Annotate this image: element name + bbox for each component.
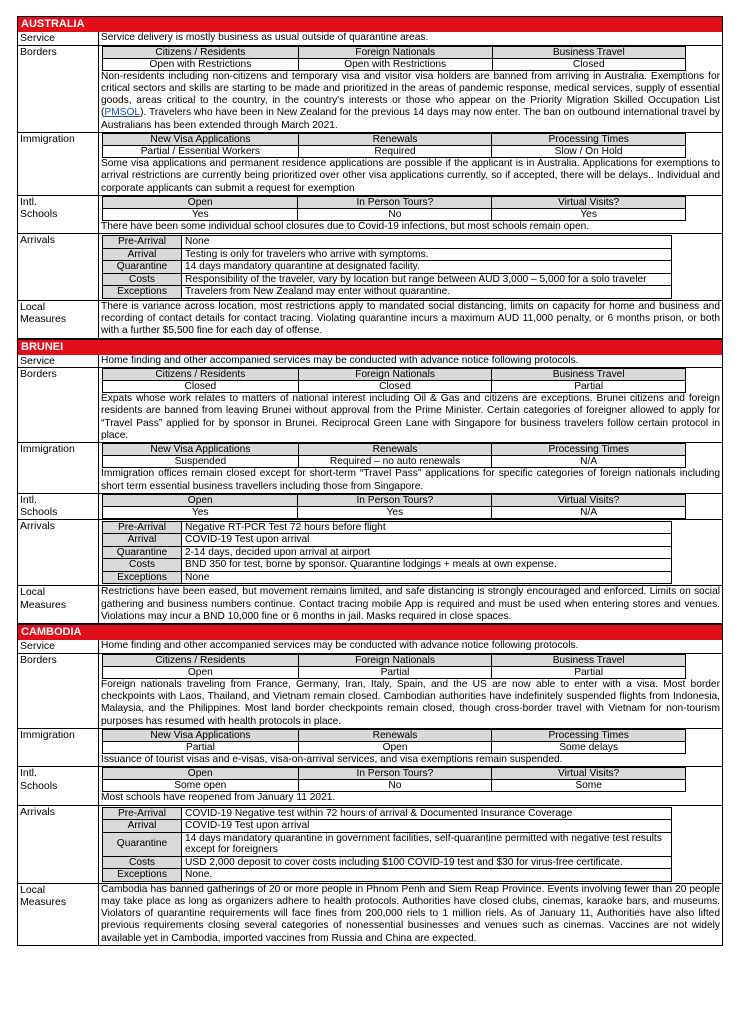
local-measures-row: [17, 884, 723, 946]
local-measures-text: Cambodia has banned gatherings of 20 or more people in Phnom Penh and Siem Reap Province. Events involving fewer than 20 people may take place as long as organizers adhere to health protocols. Authorities have closed clubs, cinemas, karaoke bars, and museums. Violators of quarantine requirements will face fines from 200,000 riels to 1 million riels. As of January 11, Authorities have also lifted previous requirements closing several categories of nonessential businesses and venues such as cinemas. Vaccines are not widely available yet in Cambodia, imported vaccines from Russia and China are expected.: [101, 883, 720, 944]
status-grid-header-row: [103, 768, 686, 780]
arrivals-value: Negative RT-PCR Test 72 hours before flight: [182, 521, 672, 534]
status-grid-header-row: [103, 369, 686, 381]
status-grid-value: Open with Restrictions: [103, 58, 299, 70]
arrivals-table-row: [103, 534, 672, 547]
section-label: [18, 32, 99, 45]
arrivals-value: None: [182, 571, 672, 584]
local-measures-text: There is variance across location, most restrictions apply to mandated social distancing, limits on capacity for home and business and recording of contact details for contact tracing. Violating quarantine incurs a maximum AUD 11,000 penalty, or 6 months prison, or both with a further $5,500 fine for each day of offense.: [101, 300, 720, 337]
section-label-text: Schools: [20, 779, 58, 792]
borders-text: [101, 71, 720, 132]
status-grid-header: Citizens / Residents: [103, 46, 299, 58]
arrivals-value: Testing is only for travelers who arrive with symptoms.: [182, 248, 672, 261]
status-grid-header: New Visa Applications: [103, 444, 299, 456]
status-grid-value: Yes: [298, 506, 492, 518]
status-grid-header: In Person Tours?: [298, 768, 492, 780]
country-header: BRUNEI: [17, 339, 723, 355]
immigration-body: [99, 133, 722, 195]
status-grid-value: Suspended: [103, 456, 299, 468]
section-label: [18, 234, 99, 300]
status-grid-value: Partial: [492, 381, 686, 393]
status-grid-value: N/A: [492, 506, 686, 518]
service-text: Home finding and other accompanied services may be conducted with advance notice following protocols.: [101, 354, 579, 366]
arrivals-body: [99, 806, 722, 883]
arrivals-table-row: [103, 820, 672, 833]
status-grid: [102, 46, 686, 71]
status-grid-header: Virtual Visits?: [492, 494, 686, 506]
status-grid: [102, 767, 686, 792]
status-grid-value: Closed: [298, 381, 492, 393]
arrivals-value: COVID-19 Test upon arrival: [182, 820, 672, 833]
country-header: AUSTRALIA: [17, 16, 723, 32]
arrivals-key: Pre-Arrival: [103, 807, 182, 820]
status-grid-value-row: [103, 145, 686, 157]
status-grid-value: Open with Restrictions: [298, 58, 492, 70]
schools-row: [17, 494, 723, 520]
status-grid-value: No: [298, 208, 492, 220]
schools-body: [99, 767, 722, 804]
section-label: [18, 133, 99, 195]
arrivals-table-row: [103, 261, 672, 274]
arrivals-value: COVID-19 Test upon arrival: [182, 534, 672, 547]
borders-text-part: Foreign nationals traveling from France, Germany, Iran, Italy, Spain, and the US are now able to enter with a visa. Most border checkpoints with Laos, Thailand, and Vietnam remain closed. Cambodian authorities have indefinitely suspended flights from Indonesia, Malaysia, and the Philippines. Most land border checkpoints remain closed, though cross-border travel with Vietnam for non-tourism purposes has resumed with health protocols in place.: [101, 678, 720, 727]
status-grid-value: Required: [298, 145, 491, 157]
arrivals-key: Costs: [103, 559, 182, 572]
immigration-row: [17, 729, 723, 767]
arrivals-key: Arrival: [103, 534, 182, 547]
schools-text: Most schools have reopened from January 11 2021.: [101, 792, 336, 804]
arrivals-value: 2-14 days, decided upon arrival at airport: [182, 546, 672, 559]
immigration-text: Issuance of tourist visas and e-visas, visa-on-arrival services, and visa exemptions remain suspended.: [101, 753, 563, 765]
section-label: [18, 301, 99, 338]
schools-row: [17, 767, 723, 805]
schools-row: [17, 196, 723, 234]
status-grid-value-row: [103, 666, 686, 678]
service-text: Home finding and other accompanied services may be conducted with advance notice following protocols.: [101, 640, 579, 652]
status-grid-value: Partial / Essential Workers: [103, 145, 299, 157]
borders-body: [99, 654, 722, 728]
status-grid-value-row: [103, 780, 686, 792]
immigration-body: [99, 443, 722, 493]
arrivals-value: 14 days mandatory quarantine at designated facility.: [182, 261, 672, 274]
arrivals-value: 14 days mandatory quarantine in government facilities, self-quarantine permitted with negative test results except for foreigners: [182, 832, 672, 856]
section-label-text: Measures: [20, 313, 67, 326]
schools-body: [99, 494, 722, 519]
arrivals-table: [102, 235, 672, 299]
status-grid-header: Virtual Visits?: [492, 768, 686, 780]
section-label: [18, 806, 99, 883]
arrivals-table-row: [103, 521, 672, 534]
arrivals-key: Costs: [103, 273, 182, 286]
status-grid-value: Required – no auto renewals: [298, 456, 491, 468]
arrivals-row: [17, 520, 723, 587]
status-grid-header-row: [103, 654, 686, 666]
section-label: [18, 654, 99, 728]
borders-body: [99, 368, 722, 442]
status-grid: [102, 729, 686, 754]
arrivals-table-row: [103, 571, 672, 584]
status-grid-header: Citizens / Residents: [103, 369, 299, 381]
arrivals-value: BND 350 for test, borne by sponsor. Quarantine lodgings + meals at own expense.: [182, 559, 672, 572]
borders-text-part: Non-residents including non-citizens and temporary visa and visitor visa holders are banned from arriving in Australia. Exemptions for critical sectors and skills are starting to be made and prioritized in the areas of pandemic response, medical services, supply of essential goods, areas critical to the country, in the country's interests or those who appear on the Priority Migration Skilled Occupation List (: [101, 70, 720, 119]
section-label-text: Immigration: [20, 728, 75, 741]
status-grid-header: Processing Times: [492, 729, 686, 741]
status-grid-header: Open: [103, 768, 299, 780]
status-grid-value: Slow / On Hold: [492, 145, 686, 157]
section-label: [18, 494, 99, 519]
arrivals-table-row: [103, 832, 672, 856]
section-label-text: Intl.: [20, 493, 37, 506]
section-label-text: Borders: [20, 368, 57, 381]
status-grid-value-row: [103, 506, 686, 518]
section-label: [18, 46, 99, 132]
status-grid-value: Yes: [103, 208, 298, 220]
arrivals-body: [99, 520, 722, 586]
status-grid-value-row: [103, 456, 686, 468]
immigration-text: Immigration offices remain closed except for short-term “Travel Pass” applications for specific categories of foreign nationals including short term essential business travellers including those from Singapore.: [101, 468, 720, 492]
status-grid-value: Closed: [492, 58, 685, 70]
status-grid-value: Partial: [298, 666, 492, 678]
arrivals-key: Arrival: [103, 248, 182, 261]
borders-text-part: Expats whose work relates to matters of national interest including Oil & Gas and citizens are exceptions. Brunei citizens and foreign residents are banned from leaving Brunei without approval from the Prime Minister. Certain categories of foreigner allowed to apply for “Travel Pass” applied for by sponsor in Brunei. Reciprocal Green Lane with Singapore for business travelers follow certain protocol in place.: [101, 393, 720, 441]
status-grid-header: Business Travel: [492, 369, 686, 381]
section-label-text: Arrivals: [20, 234, 56, 247]
status-grid-header: In Person Tours?: [298, 196, 492, 208]
section-label-text: Schools: [20, 208, 58, 221]
service-row: [17, 32, 723, 46]
status-grid-header-row: [103, 46, 686, 58]
arrivals-value: USD 2,000 deposit to cover costs including $100 COVID-19 test and $30 for virus-free certificate.: [182, 856, 672, 869]
status-grid: [102, 133, 686, 158]
schools-body: [99, 196, 722, 233]
service-row: [17, 355, 723, 369]
arrivals-table-row: [103, 559, 672, 572]
local-measures-row: [17, 301, 723, 339]
arrivals-table-row: [103, 546, 672, 559]
local-measures-row: [17, 586, 723, 624]
section-label-text: Borders: [20, 653, 57, 666]
country-header: CAMBODIA: [17, 624, 723, 640]
arrivals-table-row: [103, 869, 672, 882]
status-grid-value: Some delays: [492, 741, 686, 753]
status-grid-header-row: [103, 729, 686, 741]
local-measures-text: Restrictions have been eased, but movement remains limited, and safe distancing is strongly encouraged and enforced. Limits on social gathering and business numbers continue. Contact tracing mobile App is required and must be used when entering stores and venues. Violations may incur a BND 10,000 fine or 6 months in jail. Masks required in close spaces.: [101, 586, 720, 622]
schools-text: There have been some individual school closures due to Covid-19 infections, but most schools remain open.: [101, 220, 590, 232]
arrivals-key: Quarantine: [103, 546, 182, 559]
borders-row: [17, 368, 723, 443]
section-label: [18, 729, 99, 766]
status-grid-header-row: [103, 196, 686, 208]
status-grid-header: Open: [103, 494, 298, 506]
arrivals-table-row: [103, 236, 672, 249]
arrivals-table-row: [103, 807, 672, 820]
arrivals-table-row: [103, 286, 672, 299]
status-grid-header: Foreign Nationals: [298, 369, 492, 381]
arrivals-key: Pre-Arrival: [103, 521, 182, 534]
arrivals-key: Arrival: [103, 820, 182, 833]
arrivals-key: Exceptions: [103, 286, 182, 299]
arrivals-table-row: [103, 856, 672, 869]
status-grid-header: Renewals: [298, 133, 491, 145]
section-label: [18, 640, 99, 653]
status-grid-header: Processing Times: [492, 133, 686, 145]
status-grid-value-row: [103, 208, 686, 220]
arrivals-body: [99, 234, 722, 300]
arrivals-key: Exceptions: [103, 571, 182, 584]
borders-text-part: ). Travelers who have been in New Zealand for the previous 14 days may now enter. The ban on outbound international travel by Australians has been extended through March 2021.: [101, 107, 720, 131]
status-grid-header: Renewals: [298, 729, 491, 741]
arrivals-key: Pre-Arrival: [103, 236, 182, 249]
section-label: [18, 884, 99, 945]
section-label: [18, 520, 99, 586]
borders-row: [17, 654, 723, 729]
borders-row: [17, 46, 723, 133]
section-label-text: Immigration: [20, 443, 75, 456]
immigration-body: [99, 729, 722, 766]
arrivals-table-row: [103, 273, 672, 286]
status-grid-value: Some: [492, 780, 686, 792]
status-grid-value: Partial: [492, 666, 686, 678]
section-label-text: Service: [20, 32, 56, 44]
status-grid-header: Foreign Nationals: [298, 654, 492, 666]
arrivals-value: Travelers from New Zealand may enter without quarantine.: [182, 286, 672, 299]
section-label: [18, 586, 99, 623]
status-grid: [102, 654, 686, 679]
status-grid-header: Virtual Visits?: [492, 196, 686, 208]
arrivals-value: None: [182, 236, 672, 249]
section-label-text: Arrivals: [20, 519, 56, 532]
status-grid-value-row: [103, 58, 686, 70]
section-label-text: Service: [20, 640, 56, 653]
arrivals-value: None.: [182, 869, 672, 882]
section-label: [18, 355, 99, 368]
section-label-text: Service: [20, 354, 56, 367]
section-label-text: Local: [20, 883, 46, 896]
status-grid-header-row: [103, 444, 686, 456]
status-grid-value: Open: [298, 741, 491, 753]
section-label-text: Local: [20, 300, 46, 313]
arrivals-table: [102, 521, 672, 585]
status-grid-value: Closed: [103, 381, 299, 393]
arrivals-row: [17, 234, 723, 301]
service-text: Service delivery is mostly business as usual outside of quarantine areas.: [101, 32, 429, 43]
status-grid: [102, 368, 686, 393]
arrivals-table: [102, 807, 672, 882]
status-grid: [102, 443, 686, 468]
section-label: [18, 767, 99, 804]
immigration-text: Some visa applications and permanent residence applications are possible if the applicant is in Australia. Applications for exemptions to arrival restrictions are currently being prioritized over other visa applications currently, so if accepted, there will be delays.. Individual and corporate applicants can submit a request for exemption: [101, 157, 720, 194]
arrivals-value: Responsibility of the traveler, vary by location but range between AUD 3,000 – 5,000 for a solo traveler: [182, 273, 672, 286]
arrivals-row: [17, 806, 723, 884]
status-grid-value: Yes: [492, 208, 686, 220]
status-grid-header: Foreign Nationals: [298, 46, 492, 58]
status-grid-header: Citizens / Residents: [103, 654, 299, 666]
status-grid-header-row: [103, 133, 686, 145]
arrivals-key: Exceptions: [103, 869, 182, 882]
status-grid-header: New Visa Applications: [103, 729, 299, 741]
section-label-text: Measures: [20, 598, 67, 611]
status-grid-header-row: [103, 494, 686, 506]
status-grid: [102, 494, 686, 519]
section-label-text: Borders: [20, 45, 57, 58]
borders-body: [99, 46, 722, 132]
section-label: [18, 196, 99, 233]
arrivals-value: COVID-19 Negative test within 72 hours of arrival & Documented Insurance Coverage: [182, 807, 672, 820]
section-label-text: Arrivals: [20, 805, 56, 818]
section-label-text: Immigration: [20, 132, 75, 145]
arrivals-key: Costs: [103, 856, 182, 869]
status-grid-value: Yes: [103, 506, 298, 518]
status-grid-value: Some open: [103, 780, 299, 792]
status-grid-header: Business Travel: [492, 46, 685, 58]
arrivals-table-row: [103, 248, 672, 261]
status-grid-value: No: [298, 780, 492, 792]
status-grid-header: In Person Tours?: [298, 494, 492, 506]
status-grid-header: Open: [103, 196, 298, 208]
status-grid-value-row: [103, 381, 686, 393]
status-grid-header: New Visa Applications: [103, 133, 299, 145]
status-grid-header: Processing Times: [492, 444, 686, 456]
borders-text: [101, 679, 720, 728]
section-label: [18, 443, 99, 493]
service-row: [17, 640, 723, 654]
status-grid: [102, 196, 686, 221]
section-label-text: Intl.: [20, 195, 37, 208]
status-grid-value-row: [103, 741, 686, 753]
country-guide-page: [17, 16, 723, 946]
section-label-text: Intl.: [20, 767, 37, 780]
status-grid-value: N/A: [492, 456, 686, 468]
section-label-text: Schools: [20, 506, 58, 519]
section-label-text: Measures: [20, 896, 67, 909]
status-grid-header: Renewals: [298, 444, 491, 456]
arrivals-key: Quarantine: [103, 832, 182, 856]
section-label-text: Local: [20, 586, 46, 599]
status-grid-value: Partial: [103, 741, 299, 753]
immigration-row: [17, 443, 723, 494]
arrivals-key: Quarantine: [103, 261, 182, 274]
section-label: [18, 368, 99, 442]
status-grid-value: Open: [103, 666, 299, 678]
borders-text: [101, 393, 720, 442]
pmsol-link[interactable]: PMSOL: [104, 107, 141, 119]
immigration-row: [17, 133, 723, 196]
status-grid-header: Business Travel: [492, 654, 686, 666]
